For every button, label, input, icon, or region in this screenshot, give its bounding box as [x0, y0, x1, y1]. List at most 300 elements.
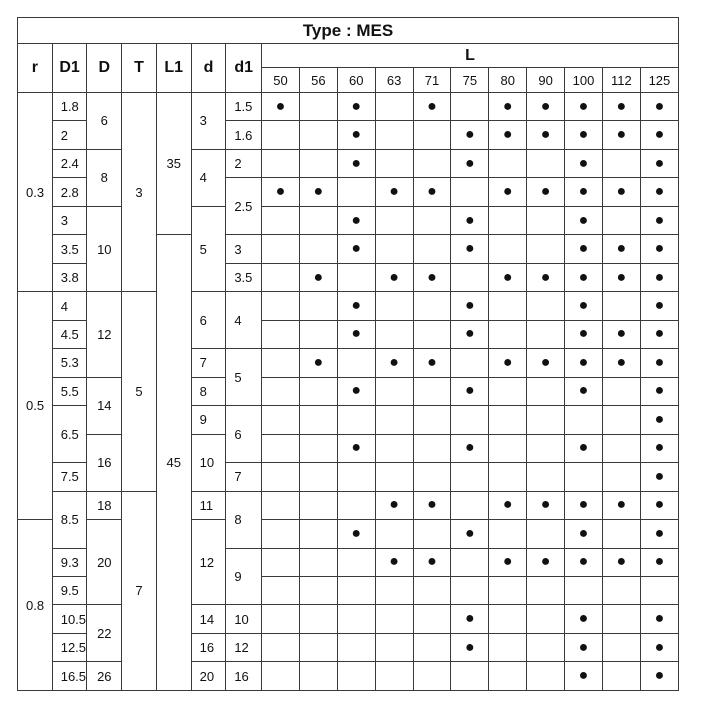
D-cell: 20 [87, 520, 122, 605]
table-row [18, 434, 679, 462]
available-dot: ● [451, 121, 489, 149]
empty-cell [602, 520, 640, 548]
empty-cell [602, 292, 640, 320]
D1-cell: 6.5 [52, 406, 87, 463]
d-cell: 16 [191, 633, 226, 661]
empty-cell [262, 121, 300, 149]
d1-cell: 3.5 [226, 263, 262, 291]
available-dot: ● [565, 93, 603, 121]
D1-cell: 2 [52, 121, 87, 149]
available-dot: ● [489, 491, 527, 519]
available-dot: ● [451, 320, 489, 348]
empty-cell [527, 292, 565, 320]
empty-cell [299, 576, 337, 604]
empty-cell [262, 463, 300, 491]
header-D1: D1 [52, 44, 87, 93]
available-dot: ● [413, 349, 451, 377]
empty-cell [299, 149, 337, 177]
empty-cell [375, 206, 413, 234]
available-dot: ● [640, 263, 678, 291]
empty-cell [375, 434, 413, 462]
available-dot: ● [451, 520, 489, 548]
L1-cell: 35 [156, 93, 191, 235]
empty-cell [602, 149, 640, 177]
available-dot: ● [299, 263, 337, 291]
empty-cell [602, 576, 640, 604]
empty-cell [413, 605, 451, 633]
d1-cell: 9 [226, 548, 262, 605]
available-dot: ● [565, 662, 603, 691]
D1-cell: 7.5 [52, 463, 87, 491]
header-d: d [191, 44, 226, 93]
d1-cell: 5 [226, 349, 262, 406]
r-cell: 0.8 [18, 520, 53, 691]
D1-cell: 12.5 [52, 633, 87, 661]
empty-cell [489, 605, 527, 633]
T-cell: 3 [122, 93, 157, 292]
T-cell: 5 [122, 292, 157, 491]
d1-cell: 16 [226, 662, 262, 691]
empty-cell [375, 662, 413, 691]
table-row [18, 206, 679, 234]
available-dot: ● [602, 121, 640, 149]
empty-cell [375, 605, 413, 633]
available-dot: ● [640, 235, 678, 263]
available-dot: ● [337, 320, 375, 348]
available-dot: ● [565, 434, 603, 462]
D-cell: 18 [87, 491, 122, 519]
D-cell: 10 [87, 206, 122, 291]
available-dot: ● [489, 349, 527, 377]
available-dot: ● [489, 548, 527, 576]
empty-cell [262, 292, 300, 320]
available-dot: ● [413, 491, 451, 519]
d1-cell: 3 [226, 235, 262, 263]
available-dot: ● [375, 548, 413, 576]
length-header-cell: 63 [375, 68, 413, 93]
available-dot: ● [640, 406, 678, 434]
empty-cell [527, 463, 565, 491]
available-dot: ● [565, 633, 603, 661]
length-header-cell: 100 [565, 68, 603, 93]
available-dot: ● [413, 93, 451, 121]
d-cell: 14 [191, 605, 226, 633]
empty-cell [262, 605, 300, 633]
empty-cell [299, 206, 337, 234]
header-D: D [87, 44, 122, 93]
available-dot: ● [375, 178, 413, 206]
D-cell: 22 [87, 605, 122, 662]
empty-cell [337, 178, 375, 206]
table-row [18, 377, 679, 405]
available-dot: ● [337, 206, 375, 234]
available-dot: ● [375, 491, 413, 519]
empty-cell [602, 633, 640, 661]
empty-cell [451, 406, 489, 434]
empty-cell [337, 263, 375, 291]
empty-cell [262, 377, 300, 405]
d1-cell: 12 [226, 633, 262, 661]
table-row [18, 605, 679, 633]
empty-cell [337, 406, 375, 434]
D-cell: 12 [87, 292, 122, 377]
empty-cell [451, 662, 489, 691]
empty-cell [337, 548, 375, 576]
d1-cell: 7 [226, 463, 262, 491]
D1-cell: 8.5 [52, 491, 87, 548]
table-row [18, 662, 679, 691]
empty-cell [337, 349, 375, 377]
d-cell: 10 [191, 434, 226, 491]
d1-cell: 6 [226, 406, 262, 463]
empty-cell [527, 576, 565, 604]
available-dot: ● [489, 121, 527, 149]
available-dot: ● [413, 263, 451, 291]
empty-cell [299, 292, 337, 320]
D-cell: 14 [87, 377, 122, 434]
empty-cell [299, 633, 337, 661]
available-dot: ● [337, 377, 375, 405]
empty-cell [451, 548, 489, 576]
D1-cell: 9.3 [52, 548, 87, 576]
available-dot: ● [527, 548, 565, 576]
d1-cell: 10 [226, 605, 262, 633]
d-cell: 4 [191, 149, 226, 206]
d-cell: 20 [191, 662, 226, 691]
D-cell: 8 [87, 149, 122, 206]
empty-cell [527, 633, 565, 661]
empty-cell [527, 406, 565, 434]
D1-cell: 5.3 [52, 349, 87, 377]
length-header-cell: 60 [337, 68, 375, 93]
empty-cell [602, 406, 640, 434]
D1-cell: 3.5 [52, 235, 87, 263]
available-dot: ● [565, 520, 603, 548]
empty-cell [413, 292, 451, 320]
table-row [18, 93, 679, 121]
d-cell: 8 [191, 377, 226, 405]
D-cell: 6 [87, 93, 122, 150]
available-dot: ● [565, 178, 603, 206]
table-title: Type : MES [18, 18, 679, 44]
length-header-cell: 71 [413, 68, 451, 93]
available-dot: ● [565, 292, 603, 320]
empty-cell [299, 434, 337, 462]
empty-cell [413, 149, 451, 177]
available-dot: ● [262, 93, 300, 121]
available-dot: ● [602, 491, 640, 519]
available-dot: ● [640, 320, 678, 348]
available-dot: ● [451, 206, 489, 234]
empty-cell [602, 206, 640, 234]
empty-cell [565, 576, 603, 604]
available-dot: ● [299, 349, 337, 377]
available-dot: ● [489, 178, 527, 206]
available-dot: ● [451, 434, 489, 462]
D1-cell: 9.5 [52, 576, 87, 604]
empty-cell [489, 320, 527, 348]
empty-cell [489, 633, 527, 661]
L1-cell: 45 [156, 235, 191, 691]
available-dot: ● [299, 178, 337, 206]
empty-cell [451, 349, 489, 377]
empty-cell [602, 434, 640, 462]
empty-cell [413, 121, 451, 149]
spec-body [18, 93, 679, 691]
available-dot: ● [527, 263, 565, 291]
length-header-cell: 112 [602, 68, 640, 93]
D1-cell: 10.5 [52, 605, 87, 633]
d1-cell: 8 [226, 491, 262, 548]
empty-cell [299, 235, 337, 263]
d-cell: 7 [191, 349, 226, 377]
length-header-cell: 125 [640, 68, 678, 93]
empty-cell [489, 292, 527, 320]
D1-cell: 4 [52, 292, 87, 320]
r-cell: 0.3 [18, 93, 53, 292]
d-cell: 9 [191, 406, 226, 434]
empty-cell [375, 633, 413, 661]
length-header-cell: 50 [262, 68, 300, 93]
empty-cell [337, 662, 375, 691]
available-dot: ● [337, 434, 375, 462]
D1-cell: 1.8 [52, 93, 87, 121]
empty-cell [602, 662, 640, 691]
empty-cell [262, 206, 300, 234]
available-dot: ● [640, 520, 678, 548]
D-cell: 16 [87, 434, 122, 491]
empty-cell [451, 491, 489, 519]
empty-cell [413, 576, 451, 604]
d1-cell: 1.5 [226, 93, 262, 121]
available-dot: ● [565, 121, 603, 149]
available-dot: ● [527, 491, 565, 519]
empty-cell [337, 605, 375, 633]
empty-cell [299, 93, 337, 121]
empty-cell [262, 263, 300, 291]
table-row [18, 292, 679, 320]
empty-cell [375, 406, 413, 434]
empty-cell [451, 178, 489, 206]
d-cell: 11 [191, 491, 226, 519]
available-dot: ● [262, 178, 300, 206]
available-dot: ● [640, 662, 678, 691]
empty-cell [299, 377, 337, 405]
empty-cell [527, 377, 565, 405]
empty-cell [299, 463, 337, 491]
available-dot: ● [451, 292, 489, 320]
header-r: r [18, 44, 53, 93]
available-dot: ● [602, 178, 640, 206]
available-dot: ● [451, 149, 489, 177]
table-row [18, 491, 679, 519]
empty-cell [262, 548, 300, 576]
d1-cell: 1.6 [226, 121, 262, 149]
empty-cell [299, 662, 337, 691]
empty-cell [337, 576, 375, 604]
available-dot: ● [640, 178, 678, 206]
empty-cell [413, 633, 451, 661]
D1-cell: 3 [52, 206, 87, 234]
length-header-cell: 75 [451, 68, 489, 93]
empty-cell [262, 491, 300, 519]
empty-cell [527, 662, 565, 691]
empty-cell [262, 576, 300, 604]
empty-cell [489, 576, 527, 604]
available-dot: ● [565, 149, 603, 177]
header-d1: d1 [226, 44, 262, 93]
empty-cell [489, 377, 527, 405]
available-dot: ● [565, 320, 603, 348]
available-dot: ● [565, 377, 603, 405]
available-dot: ● [640, 434, 678, 462]
available-dot: ● [451, 235, 489, 263]
empty-cell [451, 576, 489, 604]
empty-cell [375, 520, 413, 548]
empty-cell [299, 520, 337, 548]
empty-cell [299, 548, 337, 576]
empty-cell [489, 406, 527, 434]
available-dot: ● [527, 121, 565, 149]
available-dot: ● [489, 263, 527, 291]
available-dot: ● [640, 349, 678, 377]
empty-cell [337, 633, 375, 661]
empty-cell [375, 463, 413, 491]
empty-cell [413, 662, 451, 691]
available-dot: ● [565, 491, 603, 519]
available-dot: ● [640, 292, 678, 320]
available-dot: ● [640, 605, 678, 633]
empty-cell [413, 406, 451, 434]
empty-cell [337, 491, 375, 519]
empty-cell [489, 149, 527, 177]
empty-cell [262, 349, 300, 377]
available-dot: ● [602, 548, 640, 576]
empty-cell [375, 235, 413, 263]
available-dot: ● [337, 235, 375, 263]
empty-cell [565, 406, 603, 434]
empty-cell [640, 576, 678, 604]
empty-cell [527, 235, 565, 263]
available-dot: ● [375, 263, 413, 291]
D1-cell: 4.5 [52, 320, 87, 348]
empty-cell [413, 463, 451, 491]
available-dot: ● [565, 605, 603, 633]
empty-cell [489, 520, 527, 548]
available-dot: ● [337, 121, 375, 149]
available-dot: ● [527, 178, 565, 206]
empty-cell [375, 149, 413, 177]
available-dot: ● [565, 206, 603, 234]
D1-cell: 16.5 [52, 662, 87, 691]
available-dot: ● [451, 377, 489, 405]
available-dot: ● [527, 93, 565, 121]
empty-cell [299, 320, 337, 348]
empty-cell [451, 463, 489, 491]
available-dot: ● [565, 548, 603, 576]
empty-cell [262, 662, 300, 691]
d1-cell: 4 [226, 292, 262, 349]
spec-table [17, 17, 679, 691]
empty-cell [413, 434, 451, 462]
available-dot: ● [451, 633, 489, 661]
available-dot: ● [640, 491, 678, 519]
empty-cell [262, 434, 300, 462]
empty-cell [602, 463, 640, 491]
empty-cell [262, 520, 300, 548]
available-dot: ● [565, 349, 603, 377]
empty-cell [262, 320, 300, 348]
empty-cell [375, 377, 413, 405]
r-cell: 0.5 [18, 292, 53, 520]
available-dot: ● [451, 605, 489, 633]
available-dot: ● [640, 149, 678, 177]
empty-cell [413, 520, 451, 548]
table-row [18, 520, 679, 548]
empty-cell [413, 235, 451, 263]
empty-cell [375, 121, 413, 149]
empty-cell [262, 406, 300, 434]
length-header-cell: 80 [489, 68, 527, 93]
d-cell: 5 [191, 206, 226, 291]
empty-cell [299, 605, 337, 633]
empty-cell [565, 463, 603, 491]
D1-cell: 2.8 [52, 178, 87, 206]
available-dot: ● [602, 320, 640, 348]
header-L1: L1 [156, 44, 191, 93]
empty-cell [602, 377, 640, 405]
available-dot: ● [489, 93, 527, 121]
available-dot: ● [640, 548, 678, 576]
empty-cell [413, 320, 451, 348]
empty-cell [451, 263, 489, 291]
empty-cell [527, 206, 565, 234]
empty-cell [375, 320, 413, 348]
available-dot: ● [565, 263, 603, 291]
empty-cell [375, 292, 413, 320]
empty-cell [299, 121, 337, 149]
available-dot: ● [640, 463, 678, 491]
d-cell: 12 [191, 520, 226, 605]
empty-cell [489, 206, 527, 234]
available-dot: ● [337, 292, 375, 320]
empty-cell [262, 633, 300, 661]
empty-cell [489, 235, 527, 263]
header-T: T [122, 44, 157, 93]
length-header-cell: 90 [527, 68, 565, 93]
available-dot: ● [375, 349, 413, 377]
available-dot: ● [337, 149, 375, 177]
available-dot: ● [565, 235, 603, 263]
empty-cell [527, 520, 565, 548]
empty-cell [527, 320, 565, 348]
empty-cell [262, 235, 300, 263]
header-L: L [262, 44, 679, 68]
length-header-cell: 56 [299, 68, 337, 93]
empty-cell [527, 605, 565, 633]
empty-cell [489, 662, 527, 691]
empty-cell [299, 406, 337, 434]
table-row [18, 149, 679, 177]
empty-cell [375, 93, 413, 121]
empty-cell [527, 149, 565, 177]
d1-cell: 2.5 [226, 178, 262, 235]
available-dot: ● [337, 93, 375, 121]
d-cell: 6 [191, 292, 226, 349]
empty-cell [375, 576, 413, 604]
available-dot: ● [602, 235, 640, 263]
d-cell: 3 [191, 93, 226, 150]
